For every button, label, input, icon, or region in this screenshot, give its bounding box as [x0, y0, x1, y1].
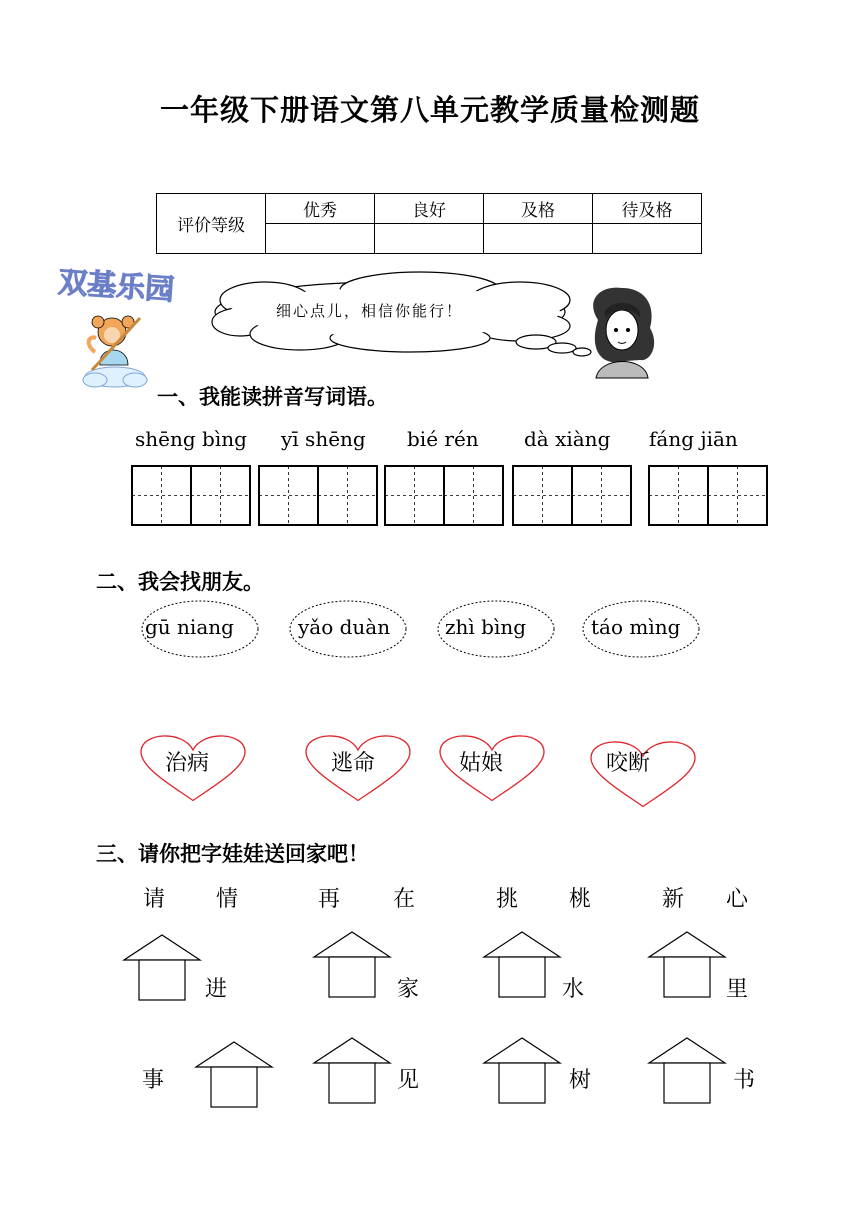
pinyin-1-2: yī shēng [281, 427, 366, 451]
grade-col-pass: 及格 [484, 194, 593, 224]
house-icon-7[interactable] [484, 1038, 560, 1103]
page-title: 一年级下册语文第八单元教学质量检测题 [159, 93, 700, 127]
bubble-text: 细心点儿，相信你能行！ [276, 302, 464, 320]
grade-col-good: 良好 [375, 194, 484, 224]
section2-heading: 二、我会找朋友。 [96, 570, 264, 594]
pair1-char2[interactable]: 情 [216, 887, 239, 912]
heart-word-1[interactable]: 治病 [165, 751, 210, 776]
pinyin-1-3: bié rén [407, 427, 479, 451]
house6-suffix: 见 [397, 1068, 420, 1093]
house4-suffix: 里 [726, 977, 749, 1002]
house2-suffix: 家 [397, 977, 420, 1002]
house-icon-4[interactable] [649, 932, 725, 997]
house-icon-5[interactable] [196, 1042, 272, 1107]
pair4-char1[interactable]: 新 [662, 887, 685, 912]
pair1-char1[interactable]: 请 [143, 887, 166, 912]
oval-pinyin-4[interactable]: táo mìng [591, 615, 681, 639]
pair3-char1[interactable]: 挑 [496, 887, 519, 912]
oval-pinyin-1[interactable]: gū niang [145, 615, 234, 639]
pair3-char2[interactable]: 桃 [569, 887, 592, 912]
pair4-char2[interactable]: 心 [726, 887, 749, 912]
heart-word-4[interactable]: 咬断 [606, 751, 651, 776]
house8-suffix: 书 [733, 1068, 756, 1093]
pair2-char1[interactable]: 再 [318, 887, 341, 912]
section1-heading: 一、我能读拼音写词语。 [157, 385, 388, 409]
pinyin-1-5: fáng jiān [649, 427, 738, 451]
house-icon-2[interactable] [314, 932, 390, 997]
house5-prefix: 事 [142, 1068, 165, 1093]
girl-avatar-icon [593, 288, 654, 378]
pair2-char2[interactable]: 在 [393, 887, 416, 912]
grade-row-label: 评价等级 [157, 194, 266, 254]
house-icon-1[interactable] [124, 935, 200, 1000]
house7-suffix: 树 [569, 1068, 592, 1093]
heart-word-2[interactable]: 逃命 [331, 751, 376, 776]
house-icon-3[interactable] [484, 932, 560, 997]
house-icon-8[interactable] [649, 1038, 725, 1103]
pinyin-1-4: dà xiàng [524, 427, 611, 451]
monkey-cloud-icon [83, 316, 147, 387]
house-icon-6[interactable] [314, 1038, 390, 1103]
section3-heading: 三、请你把字娃娃送回家吧！ [96, 842, 369, 866]
house3-suffix: 水 [562, 977, 585, 1002]
house1-suffix: 进 [205, 977, 228, 1002]
grade-col-fail: 待及格 [593, 194, 702, 224]
heart-word-3[interactable]: 姑娘 [459, 751, 504, 776]
writing-boxes [132, 466, 767, 525]
oval-pinyin-2[interactable]: yǎo duàn [298, 615, 391, 639]
grade-col-excellent: 优秀 [266, 194, 375, 224]
oval-pinyin-3[interactable]: zhì bìng [445, 615, 527, 639]
pinyin-1-1: shēng bìng [135, 427, 247, 451]
logo-wordart: 双基乐园 [57, 264, 176, 307]
